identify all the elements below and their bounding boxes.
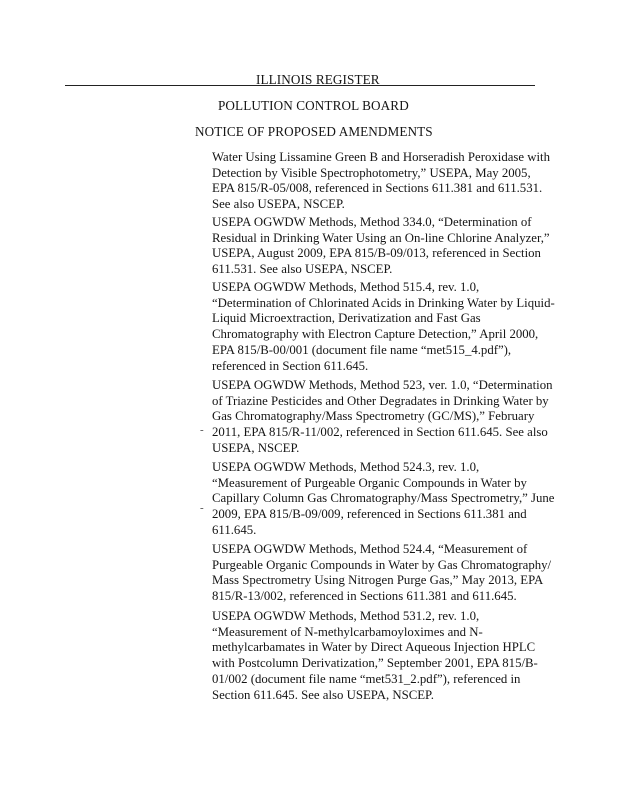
entry-line: 611.531. See also USEPA, NSCEP. xyxy=(212,262,393,277)
entry-line: USEPA, NSCEP. xyxy=(212,440,300,455)
entry-line: 2009, EPA 815/B-09/009, referenced in Sections 611.381 and xyxy=(212,507,527,522)
entry-line: of Triazine Pesticides and Other Degradates in Drinking Water by xyxy=(212,393,549,408)
reference-entry xyxy=(212,460,555,539)
entry-line: Residual in Drinking Water Using an On-line Chlorine Analyzer,” xyxy=(212,230,550,245)
reference-entry xyxy=(212,150,551,213)
margin-mark: - xyxy=(200,502,204,514)
entry-line: “Determination of Chlorinated Acids in Drinking Water by Liquid- xyxy=(212,295,555,310)
entry-line: USEPA, August 2009, EPA 815/B-09/013, referenced in Section xyxy=(212,246,541,261)
reference-entry xyxy=(212,542,552,605)
reference-entry xyxy=(212,280,555,374)
entry-line: See also USEPA, NSCEP. xyxy=(212,197,345,212)
entry-line: Capillary Column Gas Chromatography/Mass Spectrometry,” June xyxy=(212,491,555,506)
entry-line: referenced in Section 611.645. xyxy=(212,358,369,373)
entry-line: methylcarbamates in Water by Direct Aqueous Injection HPLC xyxy=(212,640,536,655)
entry-line: Section 611.645. See also USEPA, NSCEP. xyxy=(212,687,434,702)
entry-line: Purgeable Organic Compounds in Water by Gas Chromatography/ xyxy=(212,557,552,572)
register-title: ILLINOIS REGISTER xyxy=(256,72,380,87)
entry-line: Water Using Lissamine Green B and Horseradish Peroxidase with xyxy=(212,150,551,164)
entry-line: Liquid Microextraction, Derivatization and Fast Gas xyxy=(212,311,481,326)
entry-line: Detection by Visible Spectrophotometry,” USEPA, May 2005, xyxy=(212,165,531,180)
margin-mark: - xyxy=(200,424,204,436)
entry-line: USEPA OGWDW Methods, Method 531.2, rev. 1.0, xyxy=(212,609,480,623)
entry-line: USEPA OGWDW Methods, Method 334.0, “Determination of xyxy=(212,215,532,229)
entry-line: 815/R-13/002, referenced in Sections 611.381 and 611.645. xyxy=(212,589,517,604)
entry-line: EPA 815/B-00/001 (document file name “met515_4.pdf”), xyxy=(212,342,512,357)
reference-entry xyxy=(212,609,542,703)
entry-line: Gas Chromatography/Mass Spectrometry (GC/MS),” February xyxy=(212,409,535,424)
reference-entry xyxy=(212,215,550,278)
entry-line: 611.645. xyxy=(212,522,257,537)
entry-line: 01/002 (document file name “met531_2.pdf”), referenced in xyxy=(212,671,521,686)
entry-line: Chromatography with Electron Capture Detection,” April 2000, xyxy=(212,327,539,342)
entry-line: Mass Spectrometry Using Nitrogen Purge Gas,” May 2013, EPA xyxy=(212,573,544,588)
entry-line: USEPA OGWDW Methods, Method 524.3, rev. 1.0, xyxy=(212,460,480,474)
entry-line: “Measurement of Purgeable Organic Compounds in Water by xyxy=(212,475,527,490)
entry-line: USEPA OGWDW Methods, Method 515.4, rev. 1.0, xyxy=(212,280,480,294)
notice-heading: NOTICE OF PROPOSED AMENDMENTS xyxy=(195,124,433,139)
entry-line: “Measurement of N-methylcarbamoyloximes and N- xyxy=(212,624,483,639)
entry-line: 2011, EPA 815/R-11/002, referenced in Section 611.645. See also xyxy=(212,425,548,440)
entry-line: EPA 815/R-05/008, referenced in Sections 611.381 and 611.531. xyxy=(212,181,543,196)
entry-line: USEPA OGWDW Methods, Method 523, ver. 1.0, “Determination xyxy=(212,378,553,392)
entry-line: with Postcolumn Derivatization,” September 2001, EPA 815/B- xyxy=(212,656,538,671)
entry-line: USEPA OGWDW Methods, Method 524.4, “Measurement of xyxy=(212,542,528,556)
board-name: POLLUTION CONTROL BOARD xyxy=(218,98,409,113)
reference-entry xyxy=(212,378,553,457)
